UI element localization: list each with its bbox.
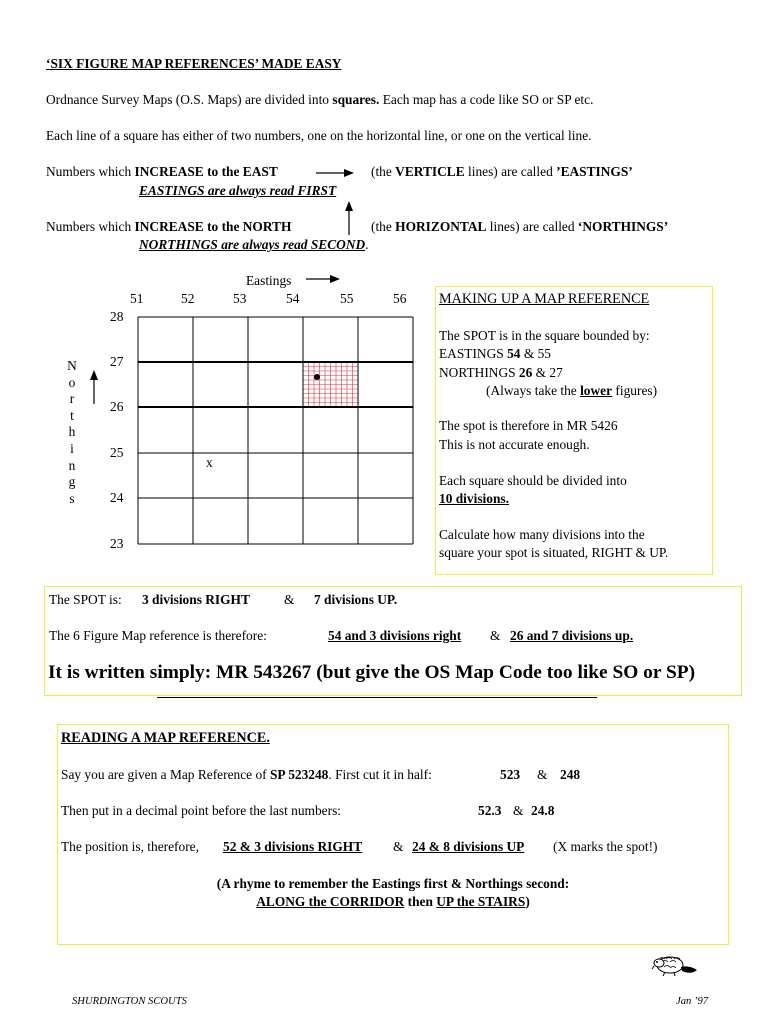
- making-line: EASTINGS 54 & 55: [439, 346, 551, 361]
- reading-line: 52.3: [478, 803, 502, 818]
- making-line: square your spot is situated, RIGHT & UP.: [439, 545, 669, 560]
- spot-line: &: [284, 592, 295, 607]
- making-line: Each square should be divided into: [439, 473, 627, 488]
- spot-line: 26 and 7 divisions up.: [510, 628, 634, 643]
- eastings-line: Numbers which INCREASE to the EAST: [46, 164, 278, 179]
- rhyme-line-1: (A rhyme to remember the Eastings first & Northings second:: [216, 876, 570, 891]
- arrow-right-icon: [316, 166, 356, 180]
- northing-label: 28: [110, 309, 124, 324]
- northings-axis-label: N o r t h i n g s: [67, 358, 77, 506]
- northing-label: 27: [110, 354, 124, 369]
- footer-org: SHURDINGTON SCOUTS: [72, 996, 187, 1007]
- easting-label: 51: [130, 291, 144, 306]
- making-heading: MAKING UP A MAP REFERENCE: [439, 291, 650, 307]
- northing-label: 26: [110, 399, 124, 414]
- northings-rule: NORTHINGS are always read SECOND.: [139, 237, 369, 252]
- reading-line: &: [393, 839, 404, 854]
- easting-label: 53: [233, 291, 247, 306]
- making-line: NORTHINGS 26 & 27: [439, 365, 563, 380]
- easting-label: 54: [286, 291, 300, 306]
- x-marker: x: [206, 455, 213, 470]
- spot-line: 54 and 3 divisions right: [328, 628, 462, 643]
- footer-date: Jan ’97: [676, 996, 709, 1007]
- making-line: The SPOT is in the square bounded by:: [439, 328, 650, 343]
- reading-line: 52 & 3 divisions RIGHT: [223, 839, 363, 854]
- spot-subgrid: [303, 362, 358, 407]
- spot-line: 7 divisions UP.: [314, 592, 398, 607]
- northings-arrow-icon: [88, 370, 100, 406]
- northing-label: 24: [110, 490, 124, 505]
- making-line: The spot is therefore in MR 5426: [439, 418, 618, 433]
- grid-square-diagram: [132, 310, 422, 552]
- spot-summary: It is written simply: MR 543267 (but give the OS Map Code too like SO or SP): [48, 662, 696, 683]
- eastings-desc: (the VERTICLE lines) are called ’EASTINGS’: [371, 164, 633, 179]
- northing-label: 23: [110, 536, 124, 551]
- beaver-icon: [650, 950, 702, 978]
- spot-marker: [314, 374, 320, 380]
- intro-line-2: Each line of a square has either of two numbers, one on the horizontal line, or one on the vertical line.: [46, 128, 592, 143]
- reading-line: 24.8: [531, 803, 555, 818]
- reading-line: (X marks the spot!): [553, 839, 658, 854]
- making-line: (Always take the lower figures): [486, 383, 658, 398]
- northings-desc: (the HORIZONTAL lines) are called ‘NORTHINGS’: [371, 219, 669, 234]
- intro-line-1: Ordnance Survey Maps (O.S. Maps) are divided into squares. Each map has a code like SO or SP etc.: [46, 92, 594, 107]
- making-line: This is not accurate enough.: [439, 437, 590, 452]
- reading-reference-box: [57, 724, 729, 945]
- reading-line: The position is, therefore,: [61, 839, 199, 854]
- easting-label: 56: [393, 291, 407, 306]
- northings-line: Numbers which INCREASE to the NORTH: [46, 219, 292, 234]
- eastings-rule: EASTINGS are always read FIRST: [139, 183, 337, 198]
- rhyme-line-2: ALONG the CORRIDOR then UP the STAIRS): [256, 894, 530, 909]
- reading-heading: READING A MAP REFERENCE.: [61, 730, 270, 746]
- reading-line: 248: [560, 767, 581, 782]
- making-line: Calculate how many divisions into the: [439, 527, 645, 542]
- page-title: ‘SIX FIGURE MAP REFERENCES’ MADE EASY: [46, 56, 342, 71]
- easting-label: 55: [340, 291, 354, 306]
- making-line: 10 divisions.: [439, 491, 509, 506]
- reading-line: &: [513, 803, 524, 818]
- reading-line: Say you are given a Map Reference of SP 523248. First cut it in half:: [61, 767, 432, 782]
- eastings-arrow-icon: [306, 273, 342, 285]
- reading-line: &: [537, 767, 548, 782]
- spot-line: &: [490, 628, 501, 643]
- easting-label: 52: [181, 291, 195, 306]
- spot-line: The 6 Figure Map reference is therefore:: [49, 628, 267, 643]
- reading-line: 523: [500, 767, 521, 782]
- northing-label: 25: [110, 445, 124, 460]
- spot-line: The SPOT is:: [49, 592, 122, 607]
- reading-line: 24 & 8 divisions UP: [412, 839, 525, 854]
- reading-line: Then put in a decimal point before the last numbers:: [61, 803, 342, 818]
- arrow-up-icon: [342, 201, 356, 237]
- eastings-axis-label: Eastings: [246, 273, 292, 288]
- divider: [157, 697, 597, 698]
- spot-line: 3 divisions RIGHT: [142, 592, 250, 607]
